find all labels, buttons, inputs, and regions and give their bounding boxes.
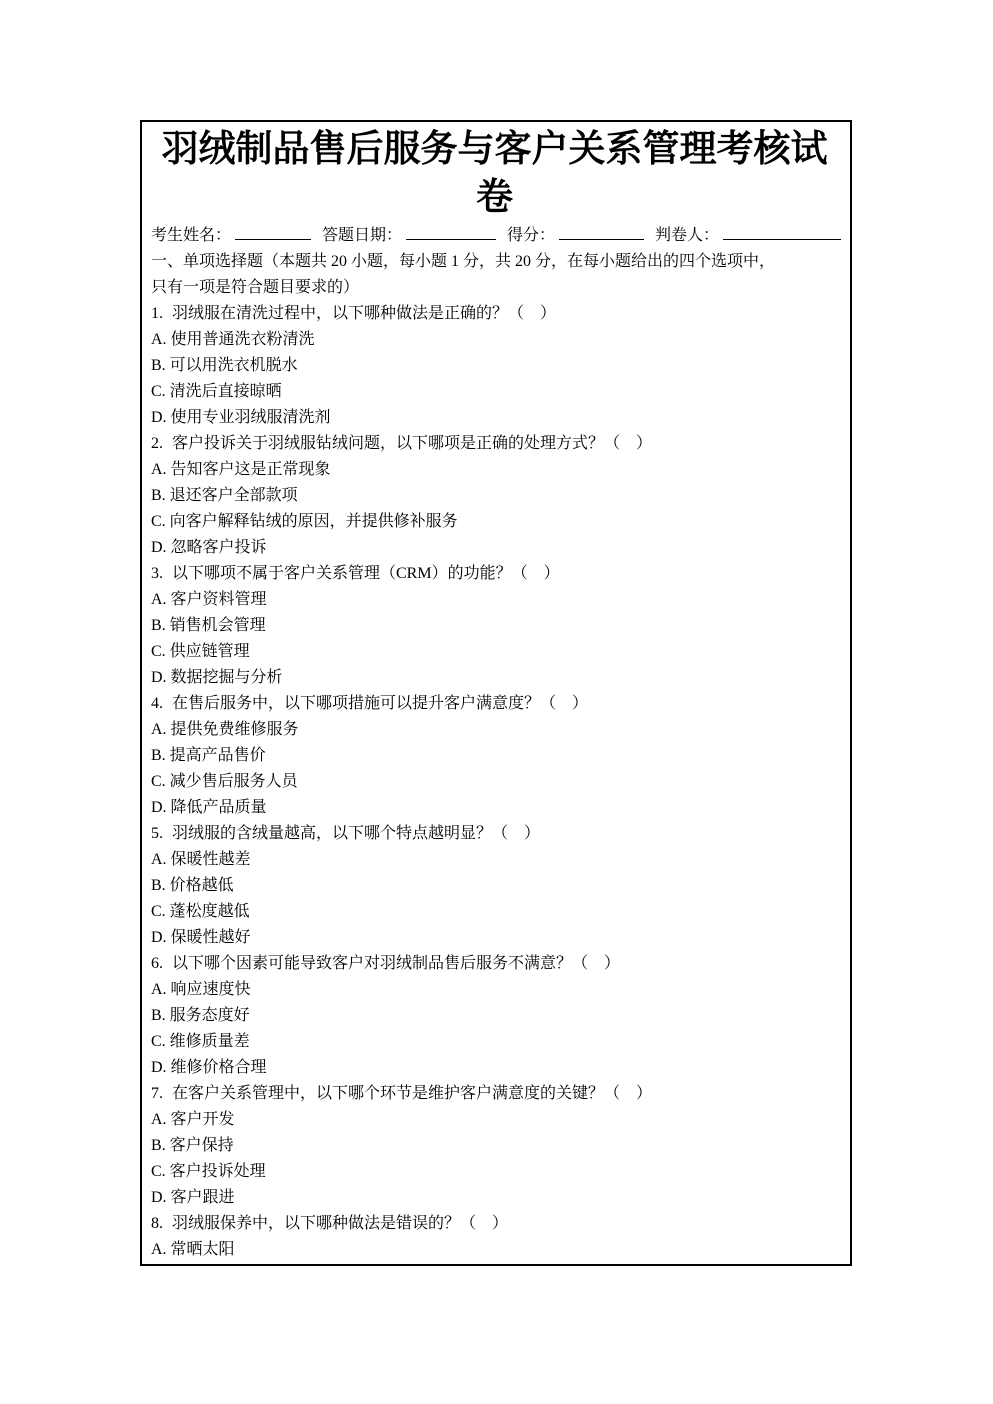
answer-date-blank[interactable] xyxy=(406,224,496,240)
option-b: B. 销售机会管理 xyxy=(151,617,266,634)
option-b: B. 可以用洗衣机脱水 xyxy=(151,357,298,374)
option-c: C. 维修质量差 xyxy=(151,1033,250,1050)
question-number: 1. xyxy=(151,305,163,322)
exam-body xyxy=(151,249,838,1263)
question-stem: 以下哪个因素可能导致客户对羽绒制品售后服务不满意？（ ） xyxy=(172,955,621,972)
question-stem: 羽绒服保养中，以下哪种做法是错误的？（ ） xyxy=(172,1215,509,1232)
question-line xyxy=(151,561,838,587)
option-d: D. 数据挖掘与分析 xyxy=(151,669,283,686)
question-line xyxy=(151,1211,838,1237)
section-heading-line-2: 只有一项是符合题目要求的） xyxy=(151,279,360,296)
option-a: A. 告知客户这是正常现象 xyxy=(151,461,331,478)
question-block-5 xyxy=(151,821,838,951)
option-b: B. 服务态度好 xyxy=(151,1007,250,1024)
question-block-1 xyxy=(151,301,838,431)
option-c: C. 清洗后直接晾晒 xyxy=(151,383,282,400)
question-block-3 xyxy=(151,561,838,691)
option-a: A. 客户开发 xyxy=(151,1111,235,1128)
option-a: A. 响应速度快 xyxy=(151,981,251,998)
exam-title-line-1: 羽绒制品售后服务与客户关系管理考核试 xyxy=(161,129,828,170)
score-label: 得分： xyxy=(507,227,556,244)
question-stem: 羽绒服的含绒量越高，以下哪个特点越明显？（ ） xyxy=(172,825,541,842)
option-d: D. 保暖性越好 xyxy=(151,929,251,946)
question-line xyxy=(151,431,838,457)
question-block-8 xyxy=(151,1211,838,1263)
question-number: 6. xyxy=(151,955,163,972)
question-number: 3. xyxy=(151,565,163,582)
section-heading-line-1: 一、单项选择题（本题共 20 小题，每小题 1 分，共 20 分，在每小题给出的四个选项中， xyxy=(151,253,776,270)
question-line xyxy=(151,691,838,717)
option-a: A. 使用普通洗衣粉清洗 xyxy=(151,331,315,348)
question-block-7 xyxy=(151,1081,838,1211)
question-number: 8. xyxy=(151,1215,163,1232)
question-stem: 在售后服务中，以下哪项措施可以提升客户满意度？（ ） xyxy=(172,695,589,712)
question-stem: 以下哪项不属于客户关系管理（CRM）的功能？（ ） xyxy=(172,565,560,582)
option-d: D. 使用专业羽绒服清洗剂 xyxy=(151,409,331,426)
option-b: B. 客户保持 xyxy=(151,1137,234,1154)
question-stem: 羽绒服在清洗过程中，以下哪种做法是正确的？（ ） xyxy=(172,305,557,322)
answer-date-field xyxy=(322,223,496,249)
question-line xyxy=(151,1081,838,1107)
option-c: C. 客户投诉处理 xyxy=(151,1163,266,1180)
option-d: D. 忽略客户投诉 xyxy=(151,539,267,556)
option-a: A. 常晒太阳 xyxy=(151,1241,235,1258)
question-line xyxy=(151,951,838,977)
option-c: C. 向客户解释钻绒的原因，并提供修补服务 xyxy=(151,513,458,530)
option-c: C. 蓬松度越低 xyxy=(151,903,250,920)
score-field xyxy=(507,223,644,249)
option-a: A. 客户资料管理 xyxy=(151,591,267,608)
grader-blank[interactable] xyxy=(723,224,841,240)
question-line xyxy=(151,301,838,327)
option-b: B. 退还客户全部款项 xyxy=(151,487,298,504)
question-stem: 客户投诉关于羽绒服钻绒问题，以下哪项是正确的处理方式？（ ） xyxy=(172,435,653,452)
header-fields-row xyxy=(151,223,838,249)
question-number: 5. xyxy=(151,825,163,842)
examinee-name-field xyxy=(151,223,311,249)
option-b: B. 提高产品售价 xyxy=(151,747,266,764)
question-block-2 xyxy=(151,431,838,561)
question-number: 7. xyxy=(151,1085,163,1102)
grader-field xyxy=(655,223,841,249)
answer-date-label: 答题日期： xyxy=(322,227,403,244)
exam-title-line-2: 卷 xyxy=(476,177,513,218)
exam-border-box xyxy=(140,120,852,1266)
option-a: A. 保暖性越差 xyxy=(151,851,251,868)
grader-label: 判卷人： xyxy=(655,227,720,244)
score-blank[interactable] xyxy=(559,224,644,240)
option-c: C. 减少售后服务人员 xyxy=(151,773,298,790)
option-d: D. 维修价格合理 xyxy=(151,1059,267,1076)
question-block-6 xyxy=(151,951,838,1081)
option-a: A. 提供免费维修服务 xyxy=(151,721,299,738)
option-c: C. 供应链管理 xyxy=(151,643,250,660)
examinee-name-blank[interactable] xyxy=(235,224,311,240)
question-block-4 xyxy=(151,691,838,821)
examinee-name-label: 考生姓名： xyxy=(151,227,232,244)
question-number: 4. xyxy=(151,695,163,712)
question-stem: 在客户关系管理中，以下哪个环节是维护客户满意度的关键？（ ） xyxy=(172,1085,653,1102)
question-number: 2. xyxy=(151,435,163,452)
option-d: D. 客户跟进 xyxy=(151,1189,235,1206)
option-b: B. 价格越低 xyxy=(151,877,234,894)
option-d: D. 降低产品质量 xyxy=(151,799,267,816)
question-line xyxy=(151,821,838,847)
